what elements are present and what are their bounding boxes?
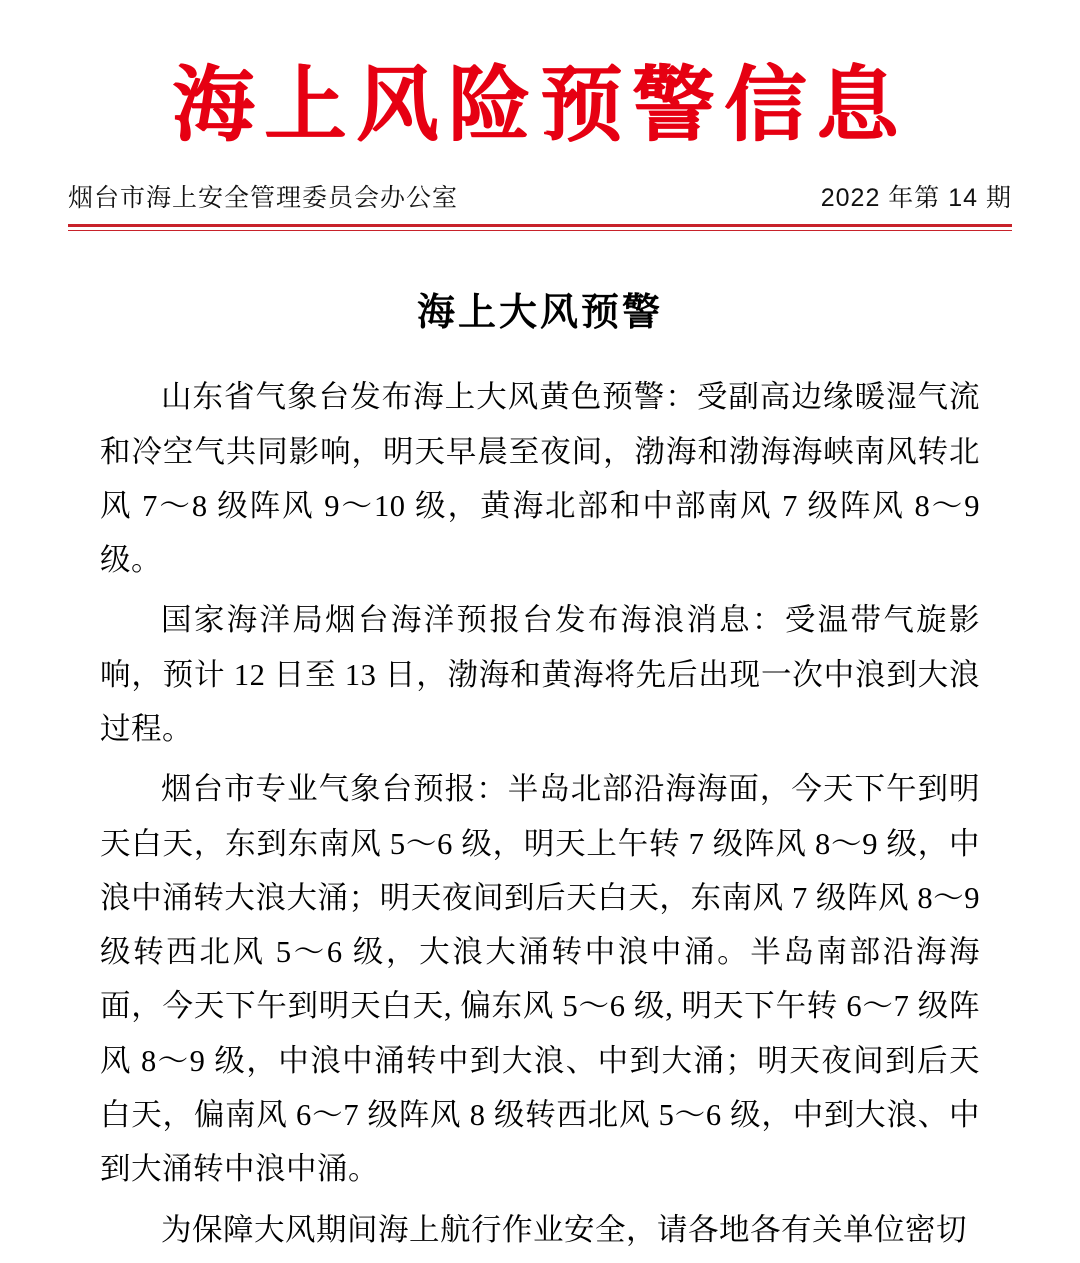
masthead-divider [0,224,1080,231]
issuer-name: 烟台市海上安全管理委员会办公室 [68,184,459,213]
issue-number: 2022 年第 14 期 [820,184,1012,213]
page-title: 海上大风预警 [416,289,663,335]
divider-thick-line [68,224,1012,227]
document-body [0,231,1080,1257]
masthead [0,0,1080,152]
body-paragraph: 为保障大风期间海上航行作业安全，请各地各有关单位密切 [161,1212,967,1247]
body-paragraph: 国家海洋局烟台海洋预报台发布海浪消息：受温带气旋影响，预计 12 日至 13 日，渤海和黄海将先后出现一次中浪到大浪过程。 [100,603,980,746]
body-paragraph: 山东省气象台发布海上大风黄色预警：受副高边缘暖湿气流和冷空气共同影响，明天早晨至夜间，渤海和渤海海峡南风转北风 7～8 级阵风 9～10 级，黄海北部和中部南风 7 级阵风 8～9 级。 [100,380,980,578]
body-paragraph: 烟台市专业气象台预报：半岛北部沿海海面，今天下午到明天白天，东到东南风 5～6 级，明天上午转 7 级阵风 8～9 级，中浪中涌转大浪大涌；明天夜间到后天白天，东南风 7 级阵风 8～9 级转西北风 5～6 级，大浪大涌转中浪中涌。半岛南部沿海海面，今天下午到明天白天, 偏东风 5～6 级, 明天下午转 6～7 级阵风 8～9 级，中浪中涌转中到大浪、中到大涌；明天夜间到后天白天，偏南风 6～7 级阵风 8 级转西北风 5～6 级，中到大浪、中到大涌转中浪中涌。 [100,772,980,1187]
masthead-subline [0,178,1080,224]
masthead-title: 海上风险预警信息 [171,57,908,153]
